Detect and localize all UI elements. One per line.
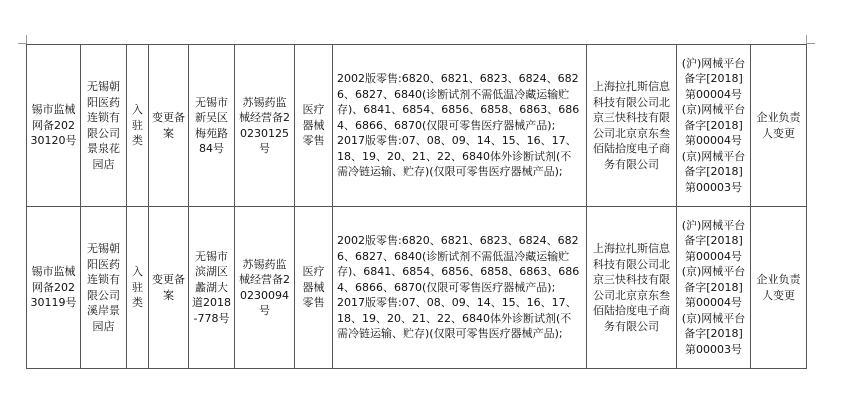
scope-2002: 2002版零售:6820、6821、6823、6824、6826、6827、6840(诊断试剂不需低温冷藏运输贮存)、6841、6854、6856、6858、6863、6864、6866、6870(仅限可零售医疗器械产品); — [337, 234, 580, 294]
platform-names: 上海拉扎斯信息科技有限公司北京三快科技有限公司北京京东叁佰陆拾度电子商务有限公司 — [587, 207, 677, 369]
business-type: 医疗器械零售 — [295, 207, 333, 369]
scope-2017: 2017版零售:07、08、09、14、15、16、17、18、19、20、21、22、6840体外诊断试剂(不需冷链运输、贮存)(仅限可零售医疗器械产品); — [337, 296, 577, 341]
category: 入驻类 — [127, 207, 149, 369]
scope-2002: 2002版零售:6820、6821、6823、6824、6826、6827、6840(诊断试剂不需低温冷藏运输贮存)、6841、6854、6856、6858、6863、6864、6866、6870(仅限可零售医疗器械产品); — [337, 72, 580, 132]
address: 无锡市新吴区梅苑路84号 — [189, 45, 235, 207]
company-name: 无锡朝阳医药连锁有限公司溪岸景园店 — [81, 207, 127, 369]
category: 入驻类 — [127, 45, 149, 207]
business-type: 医疗器械零售 — [295, 45, 333, 207]
page-corner-mark-right — [806, 35, 815, 44]
page-corner-mark-left — [18, 35, 27, 44]
license-number: 苏锡药监械经营备20230125号 — [235, 45, 295, 207]
scope-2017: 2017版零售:07、08、09、14、15、16、17、18、19、20、21、22、6840体外诊断试剂(不需冷链运输、贮存)(仅限可零售医疗器械产品); — [337, 134, 577, 179]
table-row — [27, 207, 807, 369]
license-number: 苏锡药监械经营备20230094号 — [235, 207, 295, 369]
record-number: 锡市监械网备20230120号 — [27, 45, 81, 207]
change-type: 变更备案 — [149, 45, 189, 207]
platform-names: 上海拉扎斯信息科技有限公司北京三快科技有限公司北京京东叁佰陆拾度电子商务有限公司 — [587, 45, 677, 207]
business-scope — [333, 207, 587, 369]
platform-filing-numbers: (沪)网械平台备字[2018]第00004号(京)网械平台备字[2018]第00004号(京)网械平台备字[2018]第00003号 — [677, 207, 751, 369]
change-item: 企业负责人变更 — [751, 207, 807, 369]
business-scope — [333, 45, 587, 207]
platform-filing-numbers: (沪)网械平台备字[2018]第00004号(京)网械平台备字[2018]第00004号(京)网械平台备字[2018]第00003号 — [677, 45, 751, 207]
change-item: 企业负责人变更 — [751, 45, 807, 207]
change-type: 变更备案 — [149, 207, 189, 369]
company-name: 无锡朝阳医药连锁有限公司景泉花园店 — [81, 45, 127, 207]
table-row — [27, 45, 807, 207]
record-number: 锡市监械网备20230119号 — [27, 207, 81, 369]
filing-table — [26, 44, 807, 369]
address: 无锡市滨湖区蠡湖大道2018-778号 — [189, 207, 235, 369]
